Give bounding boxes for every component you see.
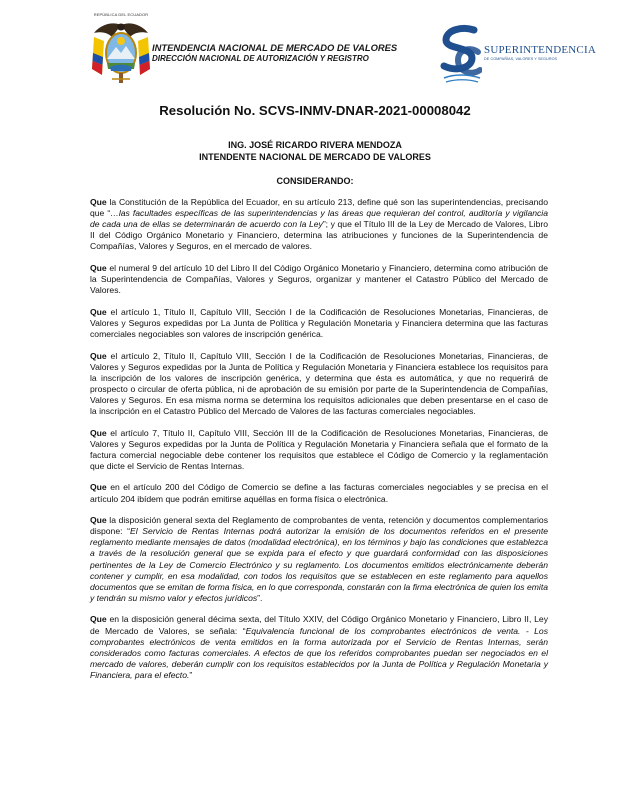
- sc-name: SUPERINTENDENCIA: [484, 44, 596, 56]
- signer-block: [0, 140, 630, 163]
- institution-directorate: DIRECCIÓN NACIONAL DE AUTORIZACIÓN Y REGISTRO: [152, 54, 369, 63]
- paragraph-quote: Equivalencia funcional de los comprobantes electrónicos de venta. - Los comprobantes electrónicos de venta emitidos en la forma autorizada por el Servicio de Rentas Internas, serán considerados como facturas comerciales. A efectos de que los referidos comprobantes puedan ser negociados en el mercado de valores, deberán cumplir con los requisitos establecidos por la Junta de Política y Regulación Monetaria y Financiera, para el efecto.: [90, 625, 548, 680]
- document-body: [90, 197, 548, 691]
- paragraph: [90, 307, 548, 340]
- signer-name: ING. JOSÉ RICARDO RIVERA MENDOZA: [228, 140, 402, 150]
- paragraph: [90, 197, 548, 252]
- paragraph-lead: Que: [90, 350, 107, 361]
- paragraph-text: en la disposición general décima sexta, del Título XXIV, del Código Orgánico Monetario y Financiero, Libro II, Ley de Mercado de Valores, se señala: “: [90, 614, 548, 636]
- paragraph-text: el numeral 9 del artículo 10 del Libro II del Código Orgánico Monetario y Financiero, determina como atribución de la Superintendencia de Compañías, Valores y Seguros, organizar y mantener el Catastro Público del Mercado de Valores.: [90, 262, 548, 296]
- paragraph-text: ”.: [257, 592, 263, 603]
- coat-of-arms-icon: [90, 19, 152, 85]
- sc-name-block: [484, 44, 594, 61]
- paragraph-lead: Que: [90, 262, 107, 273]
- paragraph: [90, 482, 548, 504]
- paragraph: [90, 351, 548, 418]
- paragraph: [90, 428, 548, 472]
- section-heading: CONSIDERANDO:: [276, 176, 354, 186]
- paragraph: [90, 515, 548, 604]
- signer-role: INTENDENTE NACIONAL DE MERCADO DE VALORES: [199, 151, 431, 162]
- paragraph: [90, 263, 548, 296]
- institution-name: INTENDENCIA NACIONAL DE MERCADO DE VALORES: [152, 42, 398, 53]
- paragraph-lead: Que: [90, 482, 107, 493]
- paragraph: [90, 614, 548, 681]
- institution-block: [152, 42, 452, 63]
- paragraph-text: el artículo 7, Título II, Capítulo VIII, Sección III de la Codificación de Resoluciones Monetarias, Financieras, de Valores y Seguros expedidas por la Junta de Política y Regulación Monetaria y Financiera señala que el formato de la factura comercial negociable debe contener los requisitos que establece el Código de Comercio y la reglamentación que dicte el Servicio de Rentas Internas.: [90, 427, 548, 471]
- paragraph-lead: Que: [90, 427, 107, 438]
- paragraph-text: ”: [189, 669, 193, 680]
- country-label: REPÚBLICA DEL ECUADOR: [93, 12, 149, 17]
- paragraph-lead: Que: [90, 614, 107, 625]
- paragraph-text: en el artículo 200 del Código de Comercio se define a las facturas comerciales negociables y se precisa en el artículo 204 ibídem que podrán emitirse aquéllas en forma física o electrónica.: [90, 482, 548, 504]
- paragraph-lead: Que: [90, 515, 107, 526]
- paragraph-text: el artículo 1, Título II, Capítulo VIII, Sección I de la Codificación de Resoluciones Monetarias, Financieras, de Valores y Seguros expedidas por La Junta de Política y Regulación Monetaria y Financiera determina que las facturas comerciales negociables son valores de inscripción genérica.: [90, 306, 548, 339]
- paragraph-lead: Que: [90, 197, 107, 207]
- paragraph-quote: El Servicio de Rentas Internas podrá autorizar la emisión de los documentos referidos en el presente reglamento mediante mensajes de datos (modalidad electrónica), en los términos y bajo las condiciones que establezca a través de la resolución general que se expida para el efecto y que guardará conformidad con las disposiciones pertinentes de la Ley de Comercio Electrónico y su reglamento. Los documentos emitidos electrónicamente deberán contener y cumplir, en esa modalidad, con todos los requisitos que se establecen en este reglamento para aquellos documentos que se emitan de forma física, en lo que corresponda, constarán con la firma electrónica de quien los emita y tendrán su mismo valor y efectos jurídicos: [90, 526, 548, 603]
- sc-subtitle: DE COMPAÑÍAS, VALORES Y SEGUROS: [484, 57, 558, 61]
- paragraph-text: ”; y que el Título III de la Ley de Mercado de Valores, Libro II del Código Orgánico Monetario y Financiero, determina las atribuciones y funciones de la Superintendencia de Compañías, Valores y Seguros, en el mercado de valores.: [90, 219, 548, 252]
- sc-logo-icon: [440, 24, 482, 84]
- paragraph-text: la Constitución de la República del Ecuador, en su artículo 213, define qué son las superintendencias, precisando que “: [90, 197, 548, 219]
- paragraph-text: el artículo 2, Título II, Capítulo VIII, Sección I de la Codificación de Resoluciones Monetarias, Financieras, de Valores y Seguros expedidas por la Junta de Política y Regulación Monetaria y Financiera establece los requisitos para la inscripción de los valores de inscripción genérica, y determina que ésta es automática, y que no requerirá de prospecto o circular de oferta pública, ni de aprobación de su emisión por parte de la Superintendencia de Compañías, Valores y Seguros. En esa misma norma se determina los requisitos adicionales que deben presentarse en el caso de la inscripción en el Catastro Público del Mercado de Valores de las facturas comerciales negociables.: [90, 350, 548, 416]
- paragraph-quote: …las facultades específicas de las superintendencias y las áreas que requieran del control, auditoría y vigilancia de cada una de ellas se determinarán de acuerdo con la Ley: [90, 208, 548, 230]
- paragraph-text: la disposición general sexta del Reglamento de comprobantes de venta, retención y documentos complementarios dispone: “: [90, 515, 548, 537]
- resolution-title: Resolución No. SCVS-INMV-DNAR-2021-00008042: [159, 103, 471, 118]
- coat-of-arms: [86, 12, 156, 85]
- letterhead: [0, 0, 630, 100]
- paragraph-lead: Que: [90, 306, 107, 317]
